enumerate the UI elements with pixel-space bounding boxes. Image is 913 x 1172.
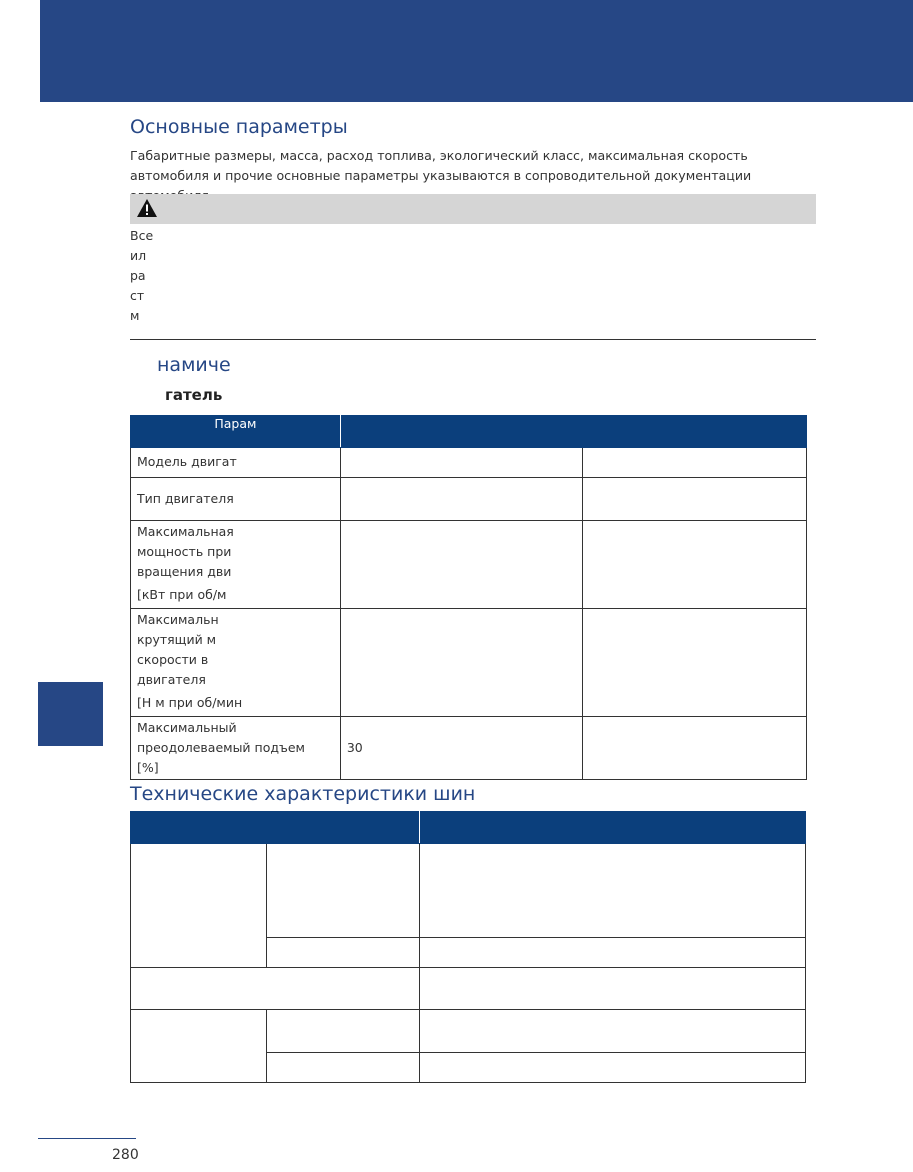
warning-line: ст xyxy=(130,288,145,303)
table-row xyxy=(131,968,806,1010)
tires-table xyxy=(130,811,806,1083)
table-cell xyxy=(131,968,420,1010)
row-value xyxy=(340,609,583,717)
table-cell xyxy=(419,1010,805,1053)
warning-bar xyxy=(130,194,816,224)
table-header-cell xyxy=(131,812,420,844)
row-value xyxy=(583,478,807,521)
divider xyxy=(130,339,816,340)
table-cell xyxy=(131,844,267,968)
table-cell xyxy=(266,1053,419,1083)
table-header-param: Парам xyxy=(131,416,341,448)
engine-table xyxy=(130,415,807,780)
row-value xyxy=(583,609,807,717)
table-row xyxy=(131,448,807,478)
intro-paragraph: Габаритные размеры, масса, расход топлива, экологический класс, максимальная скорость автомобиля и прочие основные параметры указываются в сопроводительной документации xyxy=(130,148,752,183)
table-row xyxy=(131,521,807,609)
row-value: 30 xyxy=(340,717,583,780)
table-header-row xyxy=(131,812,806,844)
table-cell xyxy=(419,968,805,1010)
warning-line: ра xyxy=(130,268,146,283)
warning-text xyxy=(130,226,153,326)
tires-title: Технические характеристики шин xyxy=(130,783,476,805)
row-label: Модель двигат xyxy=(131,448,341,478)
table-cell xyxy=(266,938,419,968)
row-label: Максимальн крутящий м скорости в двигателя [Н м при об/мин xyxy=(131,609,341,717)
warning-line: Все xyxy=(130,228,154,243)
chapter-tab xyxy=(38,682,103,746)
row-value xyxy=(340,478,583,521)
table-cell xyxy=(419,1053,805,1083)
table-row xyxy=(131,1010,806,1053)
table-row xyxy=(131,609,807,717)
table-cell xyxy=(266,1010,419,1053)
section-title: Основные параметры xyxy=(130,116,348,138)
table-header-values xyxy=(340,416,806,448)
row-value xyxy=(583,521,807,609)
row-value xyxy=(583,717,807,780)
row-value xyxy=(583,448,807,478)
table-row xyxy=(131,844,806,938)
warning-icon xyxy=(136,198,158,218)
table-cell xyxy=(266,844,419,938)
row-label: Максимальная мощность при вращения дви [кВт при об/м xyxy=(131,521,341,609)
row-value xyxy=(340,448,583,478)
engine-subtitle: гатель xyxy=(165,386,223,404)
table-header-cell xyxy=(419,812,805,844)
table-row xyxy=(131,478,807,521)
row-label: Тип двигателя xyxy=(131,478,341,521)
page-number: 280 xyxy=(112,1147,139,1163)
warning-line: ил xyxy=(130,248,147,263)
table-cell xyxy=(419,844,805,938)
table-header-row xyxy=(131,416,807,448)
row-label: Максимальный преодолеваемый подъем [%] xyxy=(131,717,341,780)
table-cell xyxy=(419,938,805,968)
warning-line: м xyxy=(130,308,140,323)
table-cell xyxy=(131,1010,267,1083)
top-banner xyxy=(40,0,913,102)
row-value xyxy=(340,521,583,609)
footer-rule xyxy=(38,1138,136,1139)
dynamics-title: намиче xyxy=(157,354,231,376)
table-row xyxy=(131,717,807,780)
